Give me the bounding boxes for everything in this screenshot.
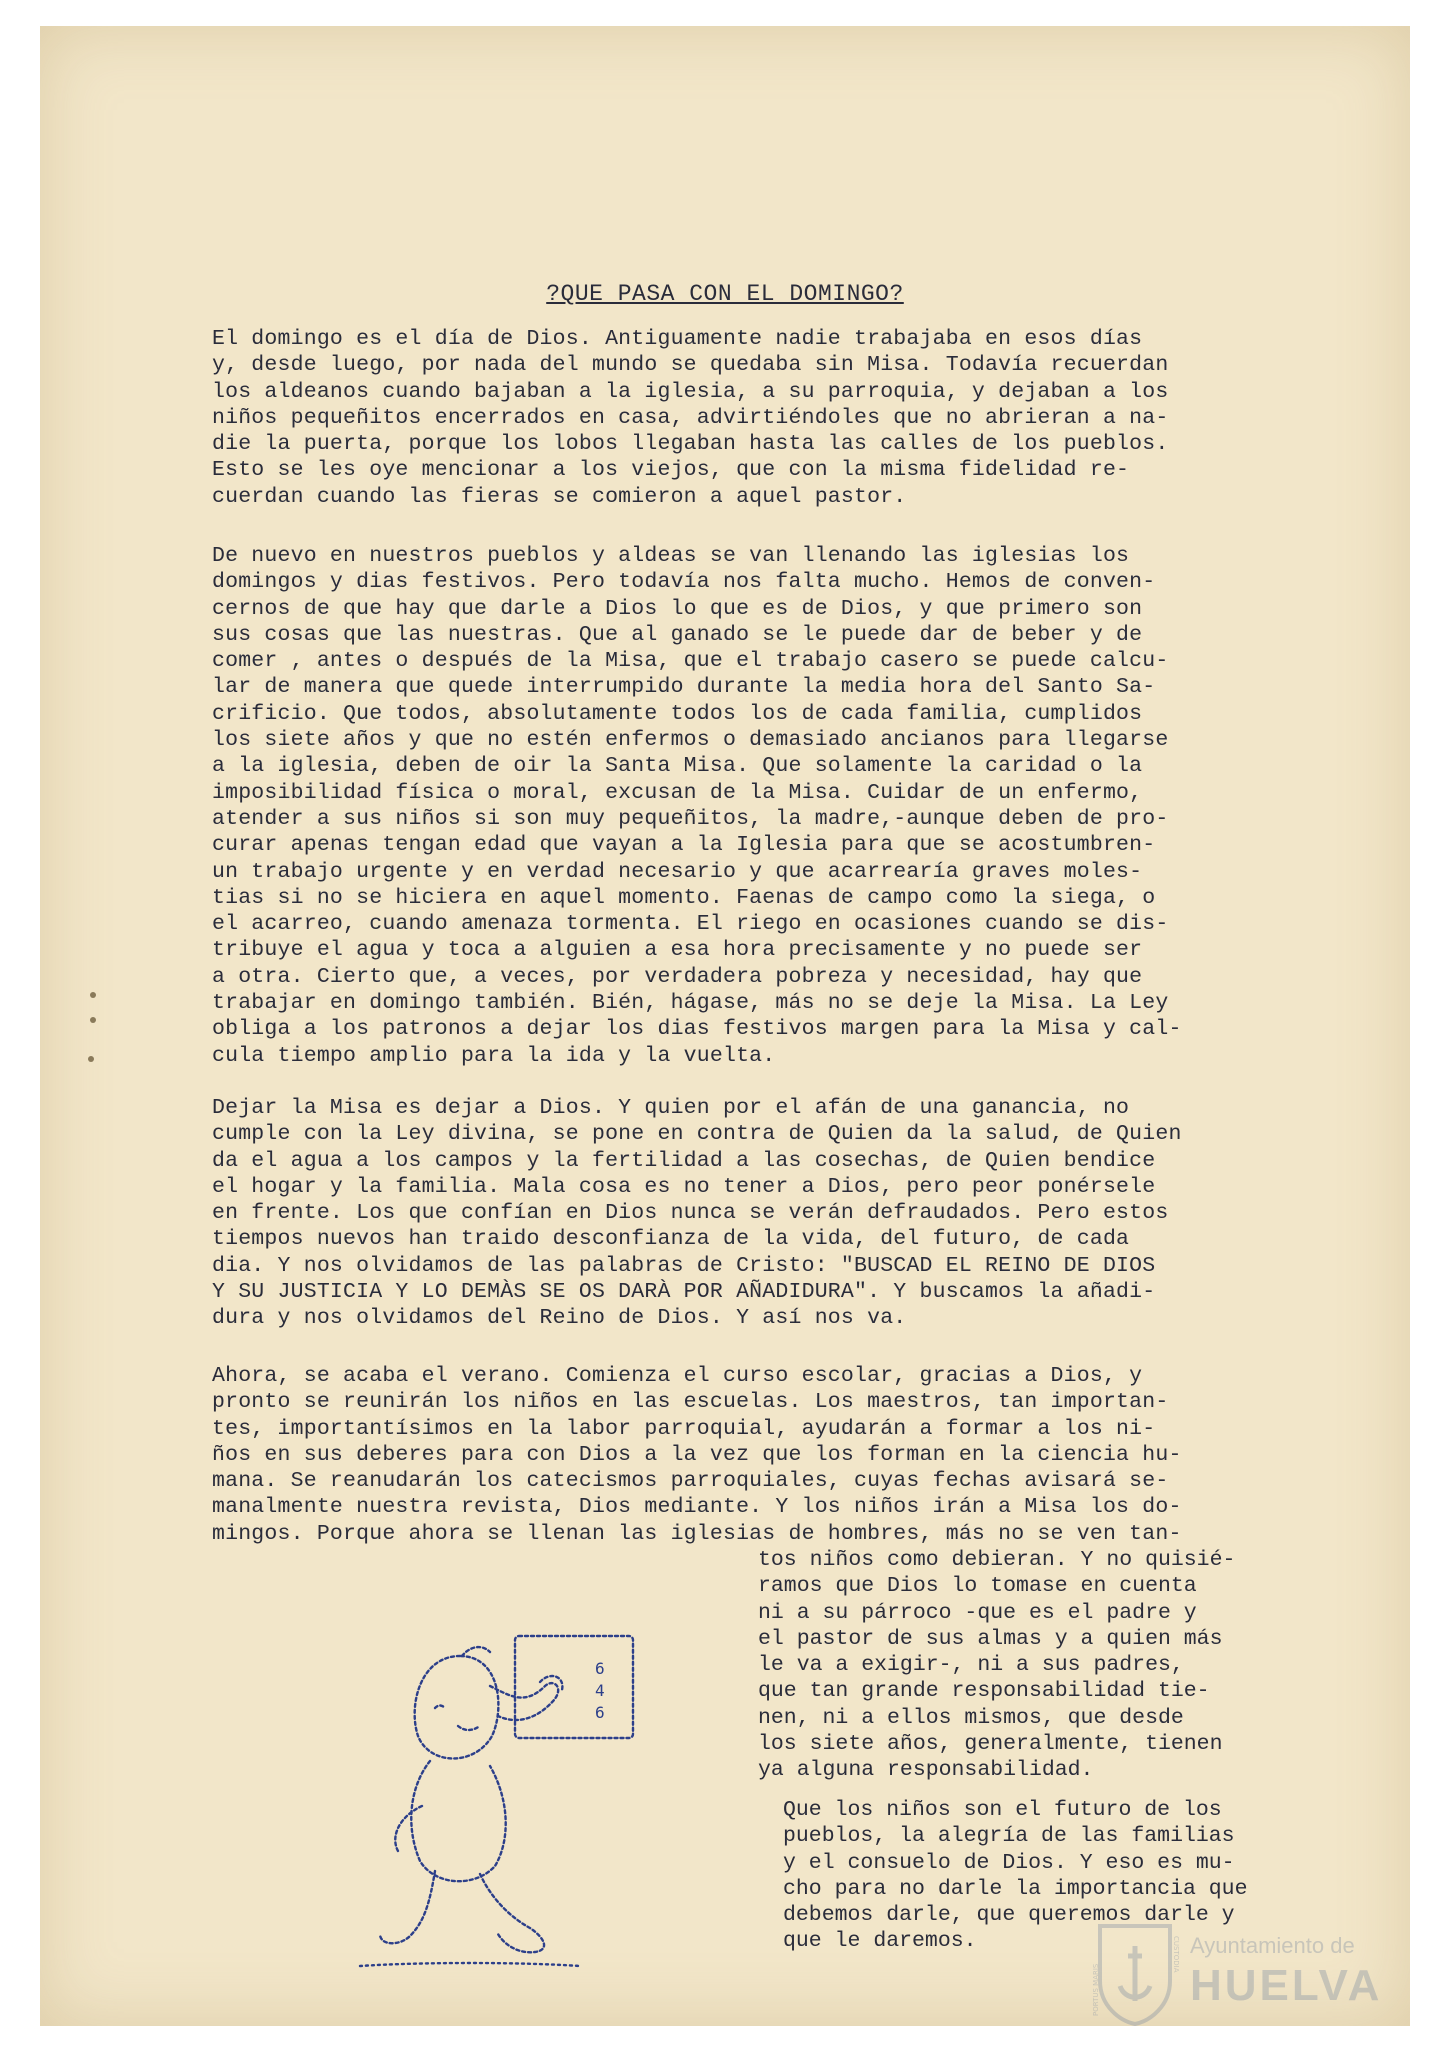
text-line: el pastor de sus almas y a quien más (758, 1626, 1223, 1651)
seal-text-right: CUSTODIA (1172, 1936, 1180, 1973)
text-line: Ahora, se acaba el verano. Comienza el curso escolar, gracias a Dios, y (212, 1364, 1143, 1388)
text-line: imposibilidad física o moral, excusan de la Misa. Cuidar de un enfermo, (212, 780, 1143, 805)
text-line: mingos. Porque ahora se llenan las iglesias de hombres, más no se ven tan- (212, 1521, 1182, 1546)
paper-sheet (40, 26, 1410, 2026)
text-line: mana. Se reanudarán los catecismos parroquiales, cuyas fechas avisará se- (212, 1469, 1169, 1494)
text-line: a otra. Cierto que, a veces, por verdadera pobreza y necesidad, hay que (212, 964, 1143, 989)
text-line: curar apenas tengan edad que vayan a la Iglesia para que se acostumbren- (212, 833, 1156, 858)
text-line: obliga a los patronos a dejar los dias festivos margen para la Misa y cal- (212, 1017, 1182, 1042)
paragraph-3 (212, 1095, 1362, 1332)
text-line: dia. Y nos olvidamos de las palabras de Cristo: "BUSCAD EL REINO DE DIOS (212, 1253, 1156, 1278)
text-line: Que los niños son el futuro de los (783, 1798, 1222, 1822)
seal-text-left: PORTUS MARIS (1092, 1963, 1100, 2016)
text-line: los aldeanos cuando bajaban a la iglesia, a su parroquia, y dejaban a los (212, 379, 1169, 404)
text-line: die la puerta, porque los lobos llegaban hasta las calles de los pueblos. (212, 432, 1169, 457)
text-line: en frente. Los que confían en Dios nunca se verán defraudados. Pero estos (212, 1201, 1169, 1226)
watermark-line-1: Ayuntamiento de (1190, 1933, 1355, 1958)
text-line: debemos darle, que queremos darle y (783, 1903, 1235, 1928)
text-line: pronto se reunirán los niños en las escuelas. Los maestros, tan importan- (212, 1390, 1169, 1415)
text-line: ños en sus deberes para con Dios a la vez que los forman en la ciencia hu- (212, 1442, 1182, 1467)
text-line: crificio. Que todos, absolutamente todos los de cada familia, cumplidos (212, 701, 1143, 726)
text-line: da el agua a los campos y la fertilidad a las cosechas, de Quien bendice (212, 1148, 1156, 1173)
text-line: que tan grande responsabilidad tie- (758, 1679, 1210, 1704)
text-line: lar de manera que quede interrumpido durante la media hora del Santo Sa- (212, 675, 1156, 700)
text-line: domingos y dias festivos. Pero todavía nos falta mucho. Hemos de conven- (212, 570, 1156, 595)
text-line: De nuevo en nuestros pueblos y aldeas se van llenando las iglesias los (212, 544, 1130, 568)
text-line: tias si no se hiciera en aquel momento. Faenas de campo como la siega, o (212, 885, 1156, 910)
text-line: cuerdan cuando las fieras se comieron a aquel pastor. (212, 484, 907, 509)
text-line: el hogar y la familia. Mala cosa es no tener a Dios, pero peor ponérsele (212, 1174, 1156, 1199)
child-with-board-drawing (340, 1616, 700, 1976)
text-line: un trabajo urgente y en verdad necesario y que acarrearía graves moles- (212, 859, 1143, 884)
text-line: atender a sus niños si son muy pequeñitos, la madre,-aunque deben de pro- (212, 806, 1169, 831)
svg-text:6: 6 (595, 1659, 605, 1678)
huelva-watermark (1070, 1921, 1410, 2031)
text-line: a la iglesia, deben de oir la Santa Misa. Que solamente la caridad o la (212, 754, 1143, 779)
paragraph-1 (212, 326, 1362, 510)
text-line: tiempos nuevos han traido desconfianza de la vida, del futuro, de cada (212, 1227, 1130, 1252)
svg-text:6: 6 (595, 1703, 605, 1722)
text-line: Dejar la Misa es dejar a Dios. Y quien por el afán de una ganancia, no (212, 1096, 1130, 1120)
text-line: cumple con la Ley divina, se pone en contra de Quien da la salud, de Quien (212, 1122, 1182, 1147)
paragraph-2 (212, 543, 1362, 1069)
text-line: el acarreo, cuando amenaza tormenta. El riego en ocasiones cuando se dis- (212, 912, 1169, 937)
text-line: comer , antes o después de la Misa, que el trabajo casero se puede calcu- (212, 649, 1169, 674)
watermark-line-2: HUELVA (1190, 1961, 1383, 2010)
text-line: dura y nos olvidamos del Reino de Dios. Y así nos va. (212, 1306, 907, 1331)
svg-text:4: 4 (595, 1681, 605, 1700)
text-line: tos niños como debieran. Y no quisié- (758, 1548, 1236, 1572)
text-line: tes, importantísimos en la labor parroquial, ayudarán a formar a los ni- (212, 1416, 1156, 1441)
text-line: niños pequeñitos encerrados en casa, advirtiéndoles que no abrieran a na- (212, 405, 1169, 430)
text-line: nen, ni a ellos mismos, que desde (758, 1705, 1184, 1730)
text-line: que le daremos. (783, 1929, 977, 1954)
text-line: cula tiempo amplio para la ida y la vuelta. (212, 1043, 776, 1068)
text-line: los siete años y que no estén enfermos o demasiado ancianos para llegarse (212, 728, 1169, 753)
text-line: cho para no darle la importancia que (783, 1876, 1248, 1901)
text-line: sus cosas que las nuestras. Que al ganado se le puede dar de beber y de (212, 622, 1143, 647)
text-line: le va a exigir-, ni a sus padres, (758, 1653, 1184, 1678)
city-seal-icon (1090, 1921, 1180, 2026)
text-line: Y SU JUSTICIA Y LO DEMÀS SE OS DARÀ POR AÑADIDURA". Y buscamos la añadi- (212, 1280, 1156, 1305)
text-line: manalmente nuestra revista, Dios mediante. Y los niños irán a Misa los do- (212, 1495, 1182, 1520)
text-line: los siete años, generalmente, tienen (758, 1732, 1223, 1757)
text-line: El domingo es el día de Dios. Antiguamente nadie trabajaba en esos días (212, 327, 1143, 351)
document-title: ?QUE PASA CON EL DOMINGO? (546, 281, 904, 307)
text-line: cernos de que hay que darle a Dios lo que es de Dios, y que primero son (212, 596, 1143, 621)
paragraph-4-column (758, 1547, 1368, 1784)
text-line: ya alguna responsabilidad. (758, 1758, 1094, 1783)
text-line: pueblos, la alegría de las familias (783, 1824, 1235, 1849)
text-line: tribuye el agua y toca a alguien a esa hora precisamente y no puede ser (212, 938, 1143, 963)
text-line: y el consuelo de Dios. Y eso es mu- (783, 1850, 1235, 1875)
text-line: Esto se les oye mencionar a los viejos, que con la misma fidelidad re- (212, 458, 1130, 483)
text-line: y, desde luego, por nada del mundo se quedaba sin Misa. Todavía recuerdan (212, 353, 1169, 378)
text-line: ni a su párroco -que es el padre y (758, 1600, 1197, 1625)
text-line: trabajar en domingo también. Bién, hágase, más no se deje la Misa. La Ley (212, 991, 1169, 1016)
text-line: ramos que Dios lo tomase en cuenta (758, 1574, 1197, 1599)
paragraph-4 (212, 1363, 1362, 1547)
